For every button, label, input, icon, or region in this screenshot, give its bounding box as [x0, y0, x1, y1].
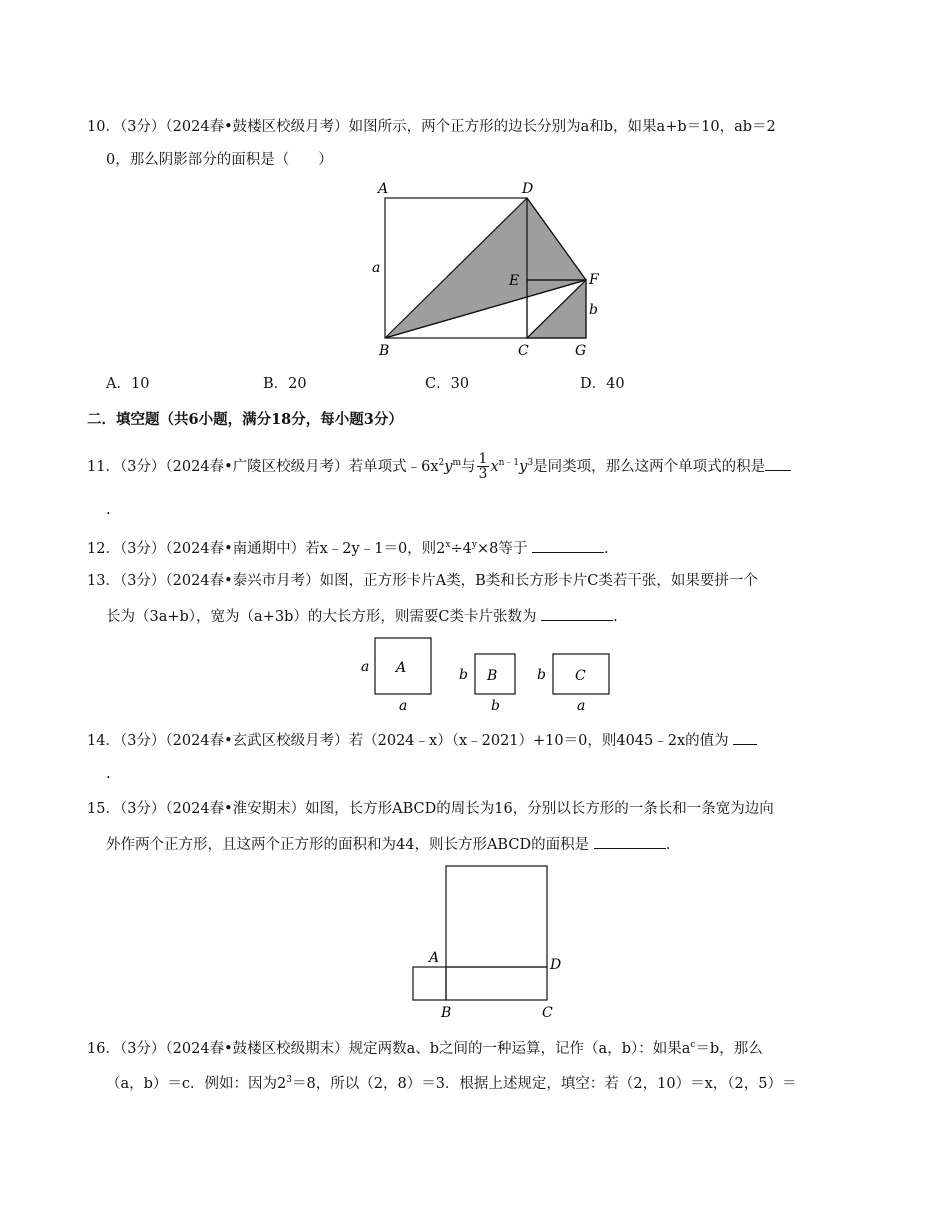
svg-text:B: B — [487, 668, 498, 684]
q11-line2: . — [106, 502, 111, 518]
q15-figure — [405, 860, 575, 1020]
q14-line1: 14．（3分）（2024春•玄武区校级月考）若（2024﹣x）（x﹣2021）+10＝0，则4045﹣2x的值为 — [87, 730, 757, 751]
label-D: D — [522, 181, 534, 197]
svg-text:a: a — [577, 698, 586, 714]
q15-line1: 15．（3分）（2024春•淮安期末）如图，长方形ABCD的周长为16，分别以长方形的一条长和一条宽为边向 — [87, 801, 774, 817]
svg-text:a: a — [361, 659, 370, 675]
q12-answer-blank[interactable] — [532, 538, 604, 553]
square-on-long-side — [446, 866, 547, 967]
label-C: C — [518, 343, 529, 359]
svg-text:b: b — [459, 667, 468, 683]
q15-line2: 外作两个正方形，且这两个正方形的面积和为44，则长方形ABCD的面积是 . — [106, 834, 670, 855]
fraction-one-third: $\frac{1}{3}$ — [478, 451, 488, 483]
q15-answer-blank[interactable] — [594, 834, 666, 849]
label-A: A — [429, 950, 440, 966]
label-a: a — [372, 260, 381, 276]
label-A: A — [378, 181, 389, 197]
square-on-short-side — [413, 967, 446, 1000]
q10-option-b: B．20 — [263, 376, 307, 392]
label-C: C — [542, 1005, 553, 1020]
svg-text:b: b — [491, 698, 500, 714]
svg-text:a: a — [399, 698, 408, 714]
label-D: D — [550, 957, 562, 973]
svg-text:A: A — [396, 660, 407, 676]
label-B: B — [379, 343, 390, 359]
q11-answer-blank[interactable] — [765, 456, 791, 471]
q12-line: 12．（3分）（2024春•南通期中）若x﹣2y﹣1＝0，则$2^x\div 4^y\times 8$等于 . — [87, 535, 609, 559]
rectangle-abcd — [446, 967, 547, 1000]
svg-text:C: C — [575, 668, 586, 684]
q16-line2: （a，b）＝c．例如：因为$2^3=8$，所以（2，8）＝3．根据上述规定，填空：若（2，10）＝x，（2，5）＝ — [106, 1075, 797, 1092]
q14-answer-blank[interactable] — [733, 730, 757, 745]
svg-text:b: b — [537, 667, 546, 683]
q10-figure — [360, 178, 610, 360]
q10-line2: 0，那么阴影部分的面积是（ ） — [106, 152, 333, 168]
q10-option-d: D．40 — [580, 376, 625, 392]
q11-line1: 11．（3分）（2024春•广陵区校级月考）若单项式$﹣6x^2y^m$与 $\frac{1}{3}$ $x^{n﹣1}y^3$是同类项，那么这两个单项式的积是 — [87, 446, 791, 484]
q10-line1: 10．（3分）（2024春•鼓楼区校级月考）如图所示，两个正方形的边长分别为a和b，如果a+b＝10，ab＝2 — [87, 119, 776, 135]
label-B: B — [441, 1005, 452, 1020]
q10-option-c: C．30 — [425, 376, 470, 392]
label-E: E — [509, 273, 520, 289]
label-G: G — [575, 343, 587, 359]
q10-option-a: A．10 — [106, 376, 150, 392]
q13-line1: 13．（3分）（2024春•泰兴市月考）如图，正方形卡片A类，B类和长方形卡片C类若干张，如果要拼一个 — [87, 573, 758, 589]
q14-line2: . — [106, 766, 111, 782]
section-2-header: 二．填空题（共6小题，满分18分，每小题3分） — [87, 411, 403, 428]
q13-line2: 长为（3a+b），宽为（a+3b）的大长方形，则需要C类卡片张数为 . — [106, 606, 618, 627]
q13-answer-blank[interactable] — [541, 606, 613, 621]
label-b: b — [589, 302, 598, 318]
q16-line1: 16．（3分）（2024春•鼓楼区校级期末）规定两数a、b之间的一种运算，记作（a，b）：如果$a^c=b$，那么 — [87, 1040, 763, 1057]
label-F: F — [589, 272, 599, 288]
q13-cards-figure — [355, 632, 620, 714]
